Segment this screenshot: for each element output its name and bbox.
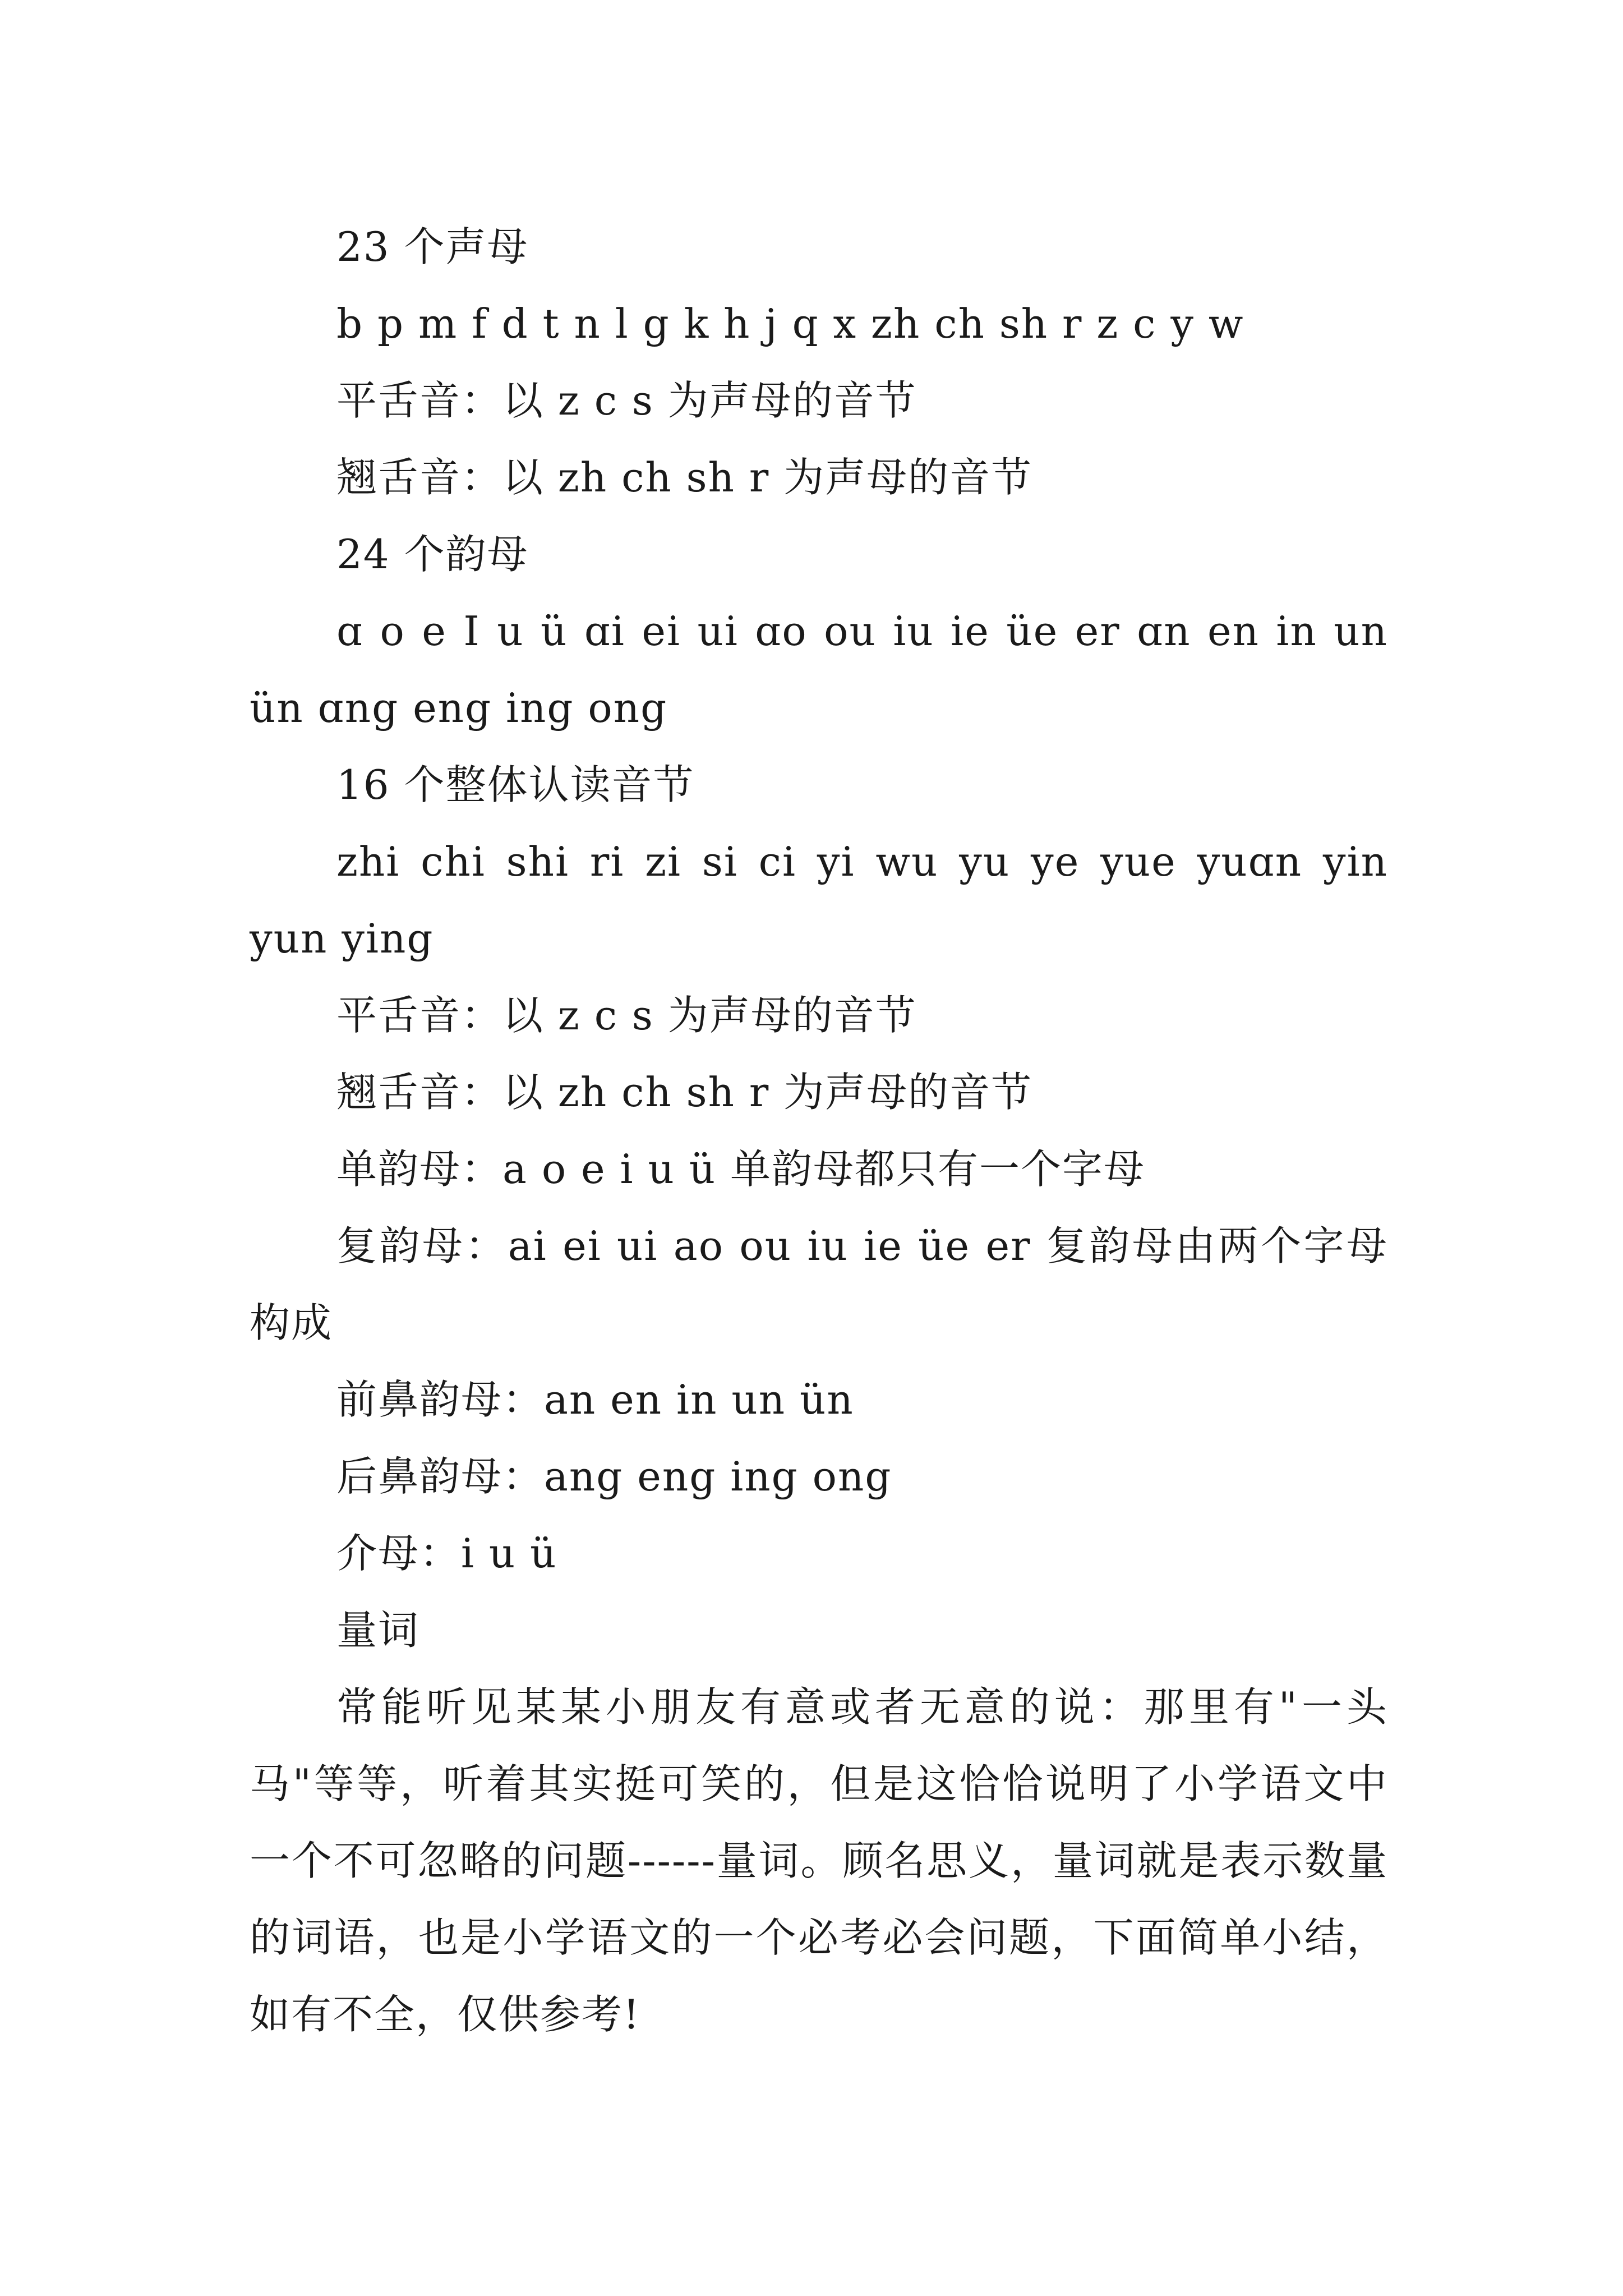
hou-bi-yunmu: 后鼻韵母：ang eng ing ong bbox=[336, 1453, 892, 1500]
document-body bbox=[250, 209, 1388, 2053]
jie-mu: 介母：i u ü bbox=[336, 1530, 557, 1577]
heading-zhengti-rendu: 16 个整体认读音节 bbox=[336, 761, 695, 808]
pingshe-note: 平舌音：以 z c s 为声母的音节 bbox=[336, 377, 917, 424]
shengmu-list: b p m f d t n l g k h j q x zh ch sh r z c y w bbox=[336, 300, 1244, 347]
qiaoshe-note-2: 翘舌音：以 zh ch sh r 为声母的音节 bbox=[336, 1069, 1033, 1116]
zhengti-rendu-list: zhi chi shi ri zi si ci yi wu yu ye yue yuɑn yin yun ying bbox=[250, 838, 1388, 962]
heading-yunmu: 24 个韵母 bbox=[336, 531, 529, 578]
yunmu-list: ɑ o e I u ü ɑi ei ui ɑo ou iu ie üe er ɑn en in un ün ɑng eng ing ong bbox=[250, 608, 1388, 731]
qian-bi-yunmu: 前鼻韵母：an en in un ün bbox=[336, 1376, 854, 1423]
heading-shengmu: 23 个声母 bbox=[336, 223, 529, 270]
liangci-intro: 常能听见某某小朋友有意或者无意的说：那里有"一头马"等等，听着其实挺可笑的，但是这恰恰说明了小学语文中一个不可忽略的问题------量词。顾名思义，量词就是表示数量的词语，也是小学语文的一个必考必会问题，下面简单小结，如有不全，仅供参考! bbox=[250, 1683, 1388, 2038]
heading-liangci: 量词 bbox=[336, 1607, 420, 1654]
fu-yunmu: 复韵母：ai ei ui ao ou iu ie üe er 复韵母由两个字母构成 bbox=[250, 1222, 1388, 1346]
qiaoshe-note: 翘舌音：以 zh ch sh r 为声母的音节 bbox=[336, 454, 1033, 501]
dan-yunmu: 单韵母：a o e i u ü 单韵母都只有一个字母 bbox=[336, 1145, 1145, 1193]
pingshe-note-2: 平舌音：以 z c s 为声母的音节 bbox=[336, 992, 917, 1039]
